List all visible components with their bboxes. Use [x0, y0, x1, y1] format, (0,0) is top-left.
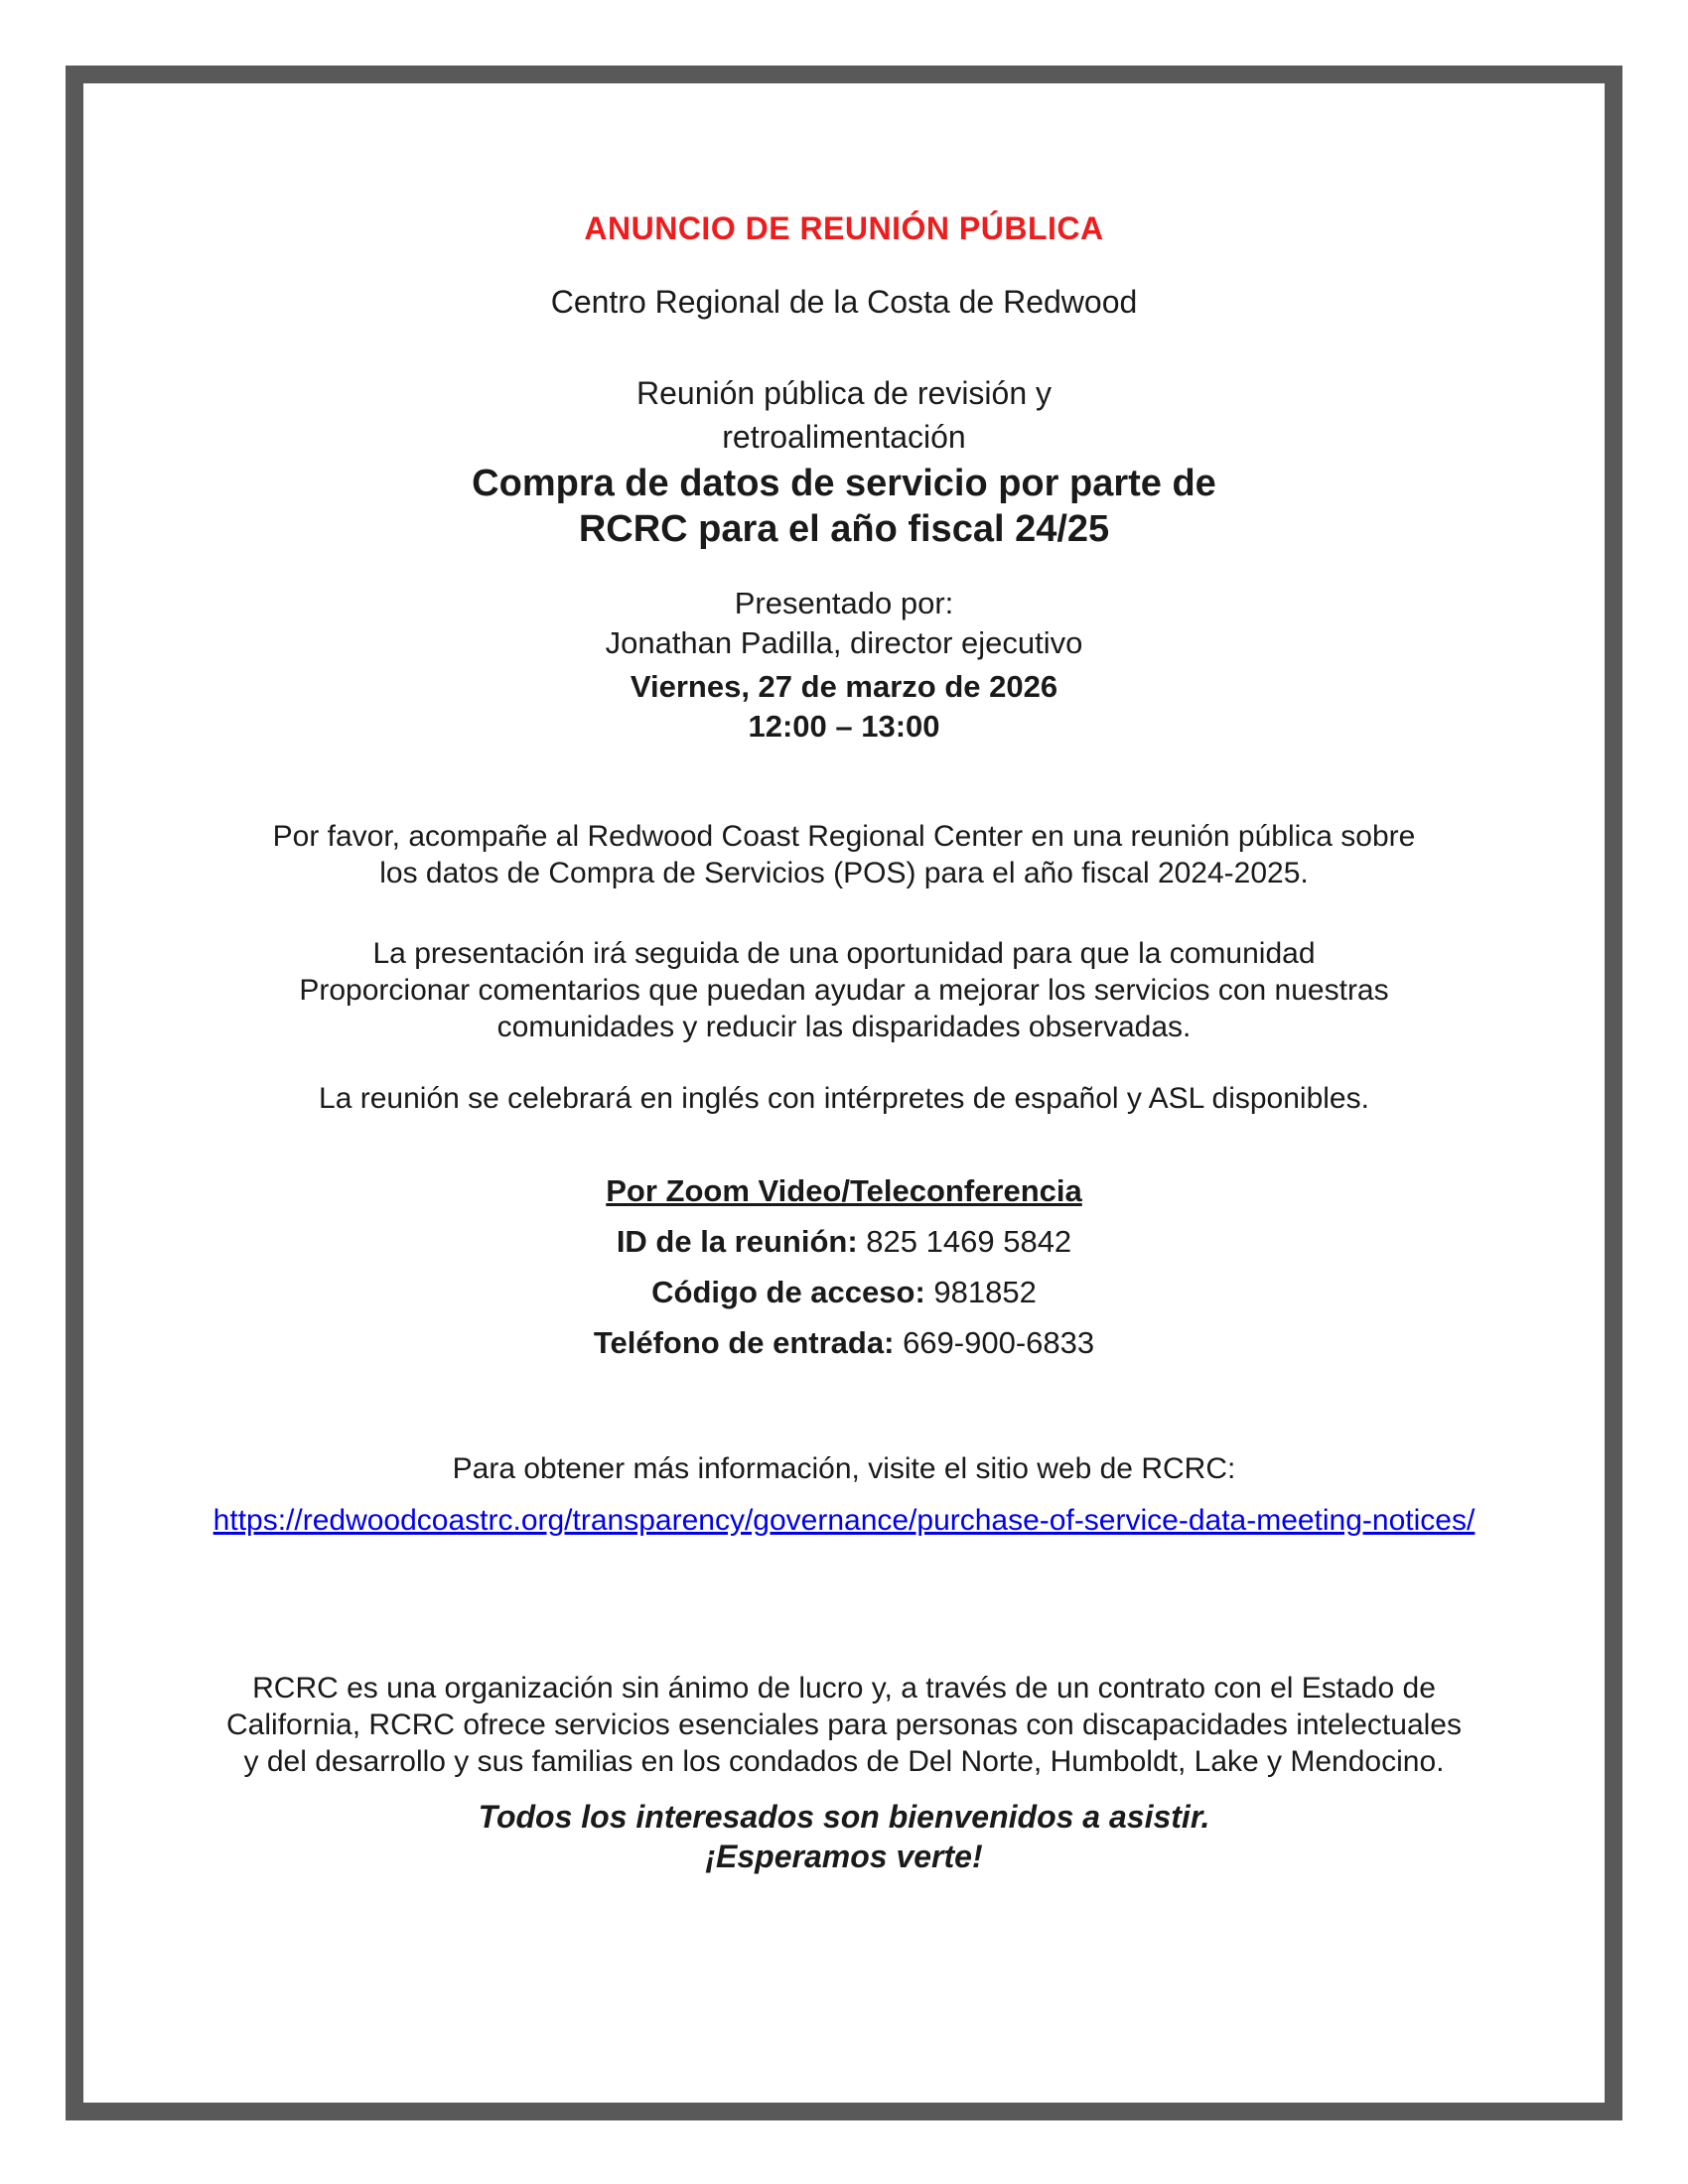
meeting-subtitle — [83, 371, 1605, 459]
meeting-id-label: ID de la reunión: — [616, 1224, 858, 1259]
meeting-id-row — [83, 1216, 1605, 1267]
phone-row — [83, 1317, 1605, 1368]
rcrc-website-link[interactable]: https://redwoodcoastrc.org/transparency/governance/purchase-of-service-data-meeting-notices/ — [212, 1504, 1476, 1537]
presenter-info — [83, 584, 1605, 663]
zoom-heading: Por Zoom Video/Teleconferencia — [606, 1173, 1082, 1208]
closing-line: ¡Esperamos verte! — [705, 1839, 983, 1874]
subtitle-line: Reunión pública de revisión y — [635, 375, 1053, 411]
paragraph-line: comunidades y reducir las disparidades observadas. — [496, 1011, 1192, 1043]
presenter-label: Presentado por: — [734, 586, 954, 620]
about-rcrc — [83, 1670, 1605, 1780]
meeting-id-value: 825 1469 5842 — [866, 1224, 1072, 1259]
meeting-time: 12:00 – 13:00 — [748, 709, 940, 744]
zoom-details — [83, 1165, 1605, 1368]
meeting-date: Viernes, 27 de marzo de 2026 — [630, 669, 1058, 704]
meeting-heading — [83, 461, 1605, 552]
organization-name: Centro Regional de la Costa de Redwood — [550, 284, 1138, 320]
language-paragraph: La reunión se celebrará en inglés con intérpretes de español y ASL disponibles. — [319, 1082, 1369, 1115]
paragraph-line: Proporcionar comentarios que puedan ayudar a mejorar los servicios con nuestras — [299, 974, 1389, 1007]
heading-line: RCRC para el año fiscal 24/25 — [578, 508, 1110, 550]
phone-label: Teléfono de entrada: — [593, 1325, 895, 1360]
more-info-text: Para obtener más información, visite el sitio web de RCRC: — [452, 1452, 1236, 1485]
heading-line: Compra de datos de servicio por parte de — [472, 463, 1216, 504]
phone-value: 669-900-6833 — [903, 1325, 1095, 1360]
subtitle-line: retroalimentación — [722, 419, 966, 455]
invitation-paragraph — [83, 818, 1605, 891]
passcode-row — [83, 1267, 1605, 1317]
paragraph-line: Por favor, acompañe al Redwood Coast Regional Center en una reunión pública sobre — [272, 820, 1416, 853]
notice-frame — [66, 66, 1622, 2120]
more-info — [83, 1443, 1605, 1547]
paragraph-line: La presentación irá seguida de una oportunidad para que la comunidad — [372, 937, 1316, 970]
paragraph-line: los datos de Compra de Servicios (POS) para el año fiscal 2024-2025. — [379, 857, 1309, 889]
about-line: RCRC es una organización sin ánimo de lucro y, a través de un contrato con el Estado de — [252, 1672, 1436, 1705]
closing-line: Todos los interesados son bienvenidos a asistir. — [478, 1799, 1210, 1835]
feedback-paragraph — [83, 935, 1605, 1045]
notice-title: ANUNCIO DE REUNIÓN PÚBLICA — [584, 210, 1104, 246]
about-line: y del desarrollo y sus familias en los condados de Del Norte, Humboldt, Lake y Mendocino. — [243, 1745, 1445, 1778]
passcode-value: 981852 — [933, 1275, 1037, 1309]
about-line: California, RCRC ofrece servicios esenciales para personas con discapacidades intelectuales — [226, 1708, 1462, 1741]
passcode-label: Código de acceso: — [651, 1275, 925, 1309]
meeting-datetime — [83, 667, 1605, 747]
presenter-name: Jonathan Padilla, director ejecutivo — [605, 625, 1083, 660]
closing-message — [83, 1797, 1605, 1876]
